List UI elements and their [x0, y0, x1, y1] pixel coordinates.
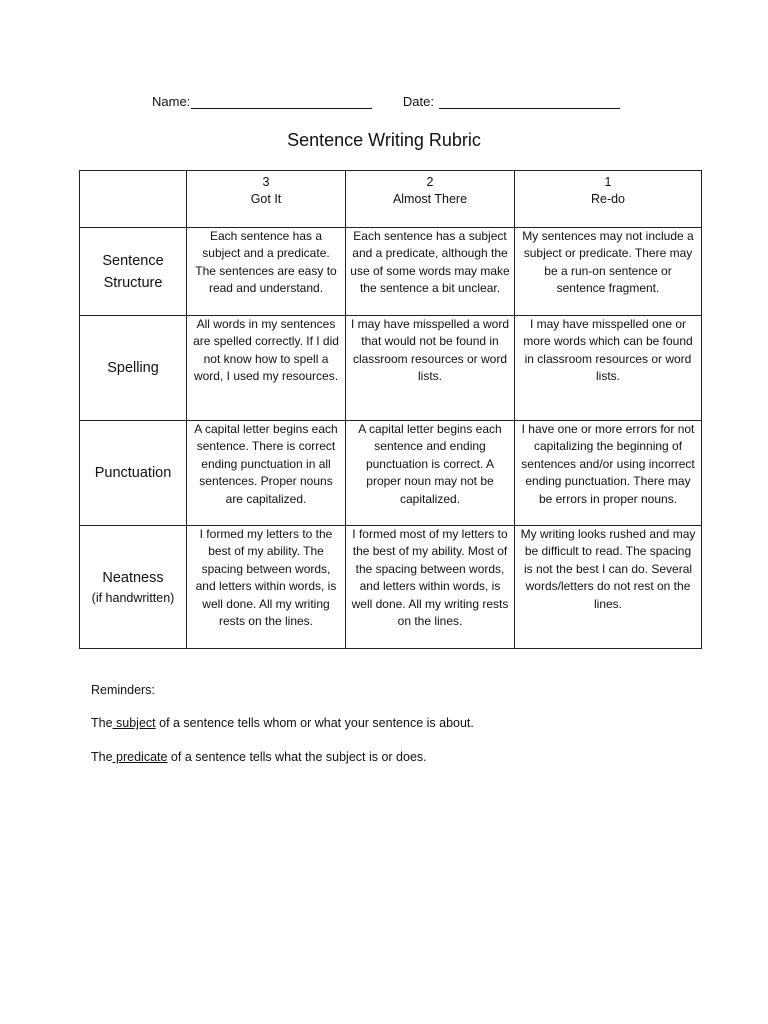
name-field[interactable] [152, 94, 372, 109]
criterion-label: Spelling [107, 360, 159, 376]
criterion-punctuation [80, 421, 187, 526]
name-label: Name: [152, 94, 191, 109]
descriptor-cell: Each sentence has a subject and a predicate, although the use of some words may make the sentence a bit unclear. [346, 228, 515, 316]
descriptor-cell: I may have misspelled one or more words which can be found in classroom resources or word lists. [515, 316, 702, 421]
header-cell-empty [80, 171, 187, 228]
date-label: Date: [402, 94, 434, 109]
criterion-sentence-structure [80, 228, 187, 316]
reminders-section [91, 682, 474, 766]
reminder-predicate [91, 749, 474, 766]
reminder-text: of a sentence tells what the subject is or does. [167, 750, 427, 764]
header-cell-score-3 [187, 171, 346, 228]
score-label: Almost There [392, 192, 468, 207]
reminder-text: of a sentence tells whom or what your sentence is about. [155, 716, 474, 730]
header-cell-score-2 [346, 171, 515, 228]
descriptor-cell: Each sentence has a subject and a predicate. The sentences are easy to read and understand. [187, 228, 346, 316]
table-row [80, 526, 702, 649]
page-title: Sentence Writing Rubric [287, 130, 481, 150]
descriptor-cell: My writing looks rushed and may be difficult to read. The spacing is not the best I can do. Several words/letters do not rest on the lines. [515, 526, 702, 649]
score-value: 1 [604, 175, 612, 189]
table-row [80, 228, 702, 316]
criterion-label: Punctuation [94, 465, 172, 481]
rubric-header-row [80, 171, 702, 228]
descriptor-cell: I may have misspelled a word that would not be found in classroom resources or word lists. [346, 316, 515, 421]
score-label: Re-do [590, 192, 626, 207]
score-label: Got It [250, 192, 282, 207]
term-subject: subject [112, 716, 156, 730]
score-value: 3 [262, 175, 270, 189]
descriptor-cell: I formed my letters to the best of my ability. The spacing between words, and letters within words, is well done. All my writing rests on the lines. [187, 526, 346, 649]
descriptor-cell: All words in my sentences are spelled correctly. If I did not know how to spell a word, I used my resources. [187, 316, 346, 421]
descriptor-cell: A capital letter begins each sentence and ending punctuation is correct. A proper noun may not be capitalized. [346, 421, 515, 526]
descriptor-cell: A capital letter begins each sentence. There is correct ending punctuation in all sentences. Proper nouns are capitalized. [187, 421, 346, 526]
name-date-header [152, 94, 620, 109]
table-row [80, 421, 702, 526]
descriptor-cell: I formed most of my letters to the best of my ability. Most of the spacing between words, and letters within words, is well done. All my writing rests on the lines. [346, 526, 515, 649]
descriptor-cell: My sentences may not include a subject or predicate. There may be a run-on sentence or sentence fragment. [515, 228, 702, 316]
rubric-table [79, 170, 702, 649]
term-predicate: predicate [112, 750, 168, 764]
criterion-sublabel: (if handwritten) [91, 591, 175, 605]
criterion-label: Neatness [102, 570, 164, 586]
criterion-spelling [80, 316, 187, 421]
reminders-heading: Reminders: [91, 683, 155, 697]
date-field[interactable] [403, 94, 620, 109]
criterion-neatness [80, 526, 187, 649]
score-value: 2 [426, 175, 434, 189]
criterion-label: Sentence Structure [102, 252, 164, 291]
reminder-prefix: The [91, 716, 113, 730]
header-cell-score-1 [515, 171, 702, 228]
reminder-subject [91, 715, 474, 732]
reminder-prefix: The [91, 750, 113, 764]
date-blank-line[interactable] [439, 94, 620, 109]
name-blank-line[interactable] [191, 94, 372, 109]
descriptor-cell: I have one or more errors for not capitalizing the beginning of sentences and/or using incorrect ending punctuation. There may be errors in proper nouns. [515, 421, 702, 526]
table-row [80, 316, 702, 421]
